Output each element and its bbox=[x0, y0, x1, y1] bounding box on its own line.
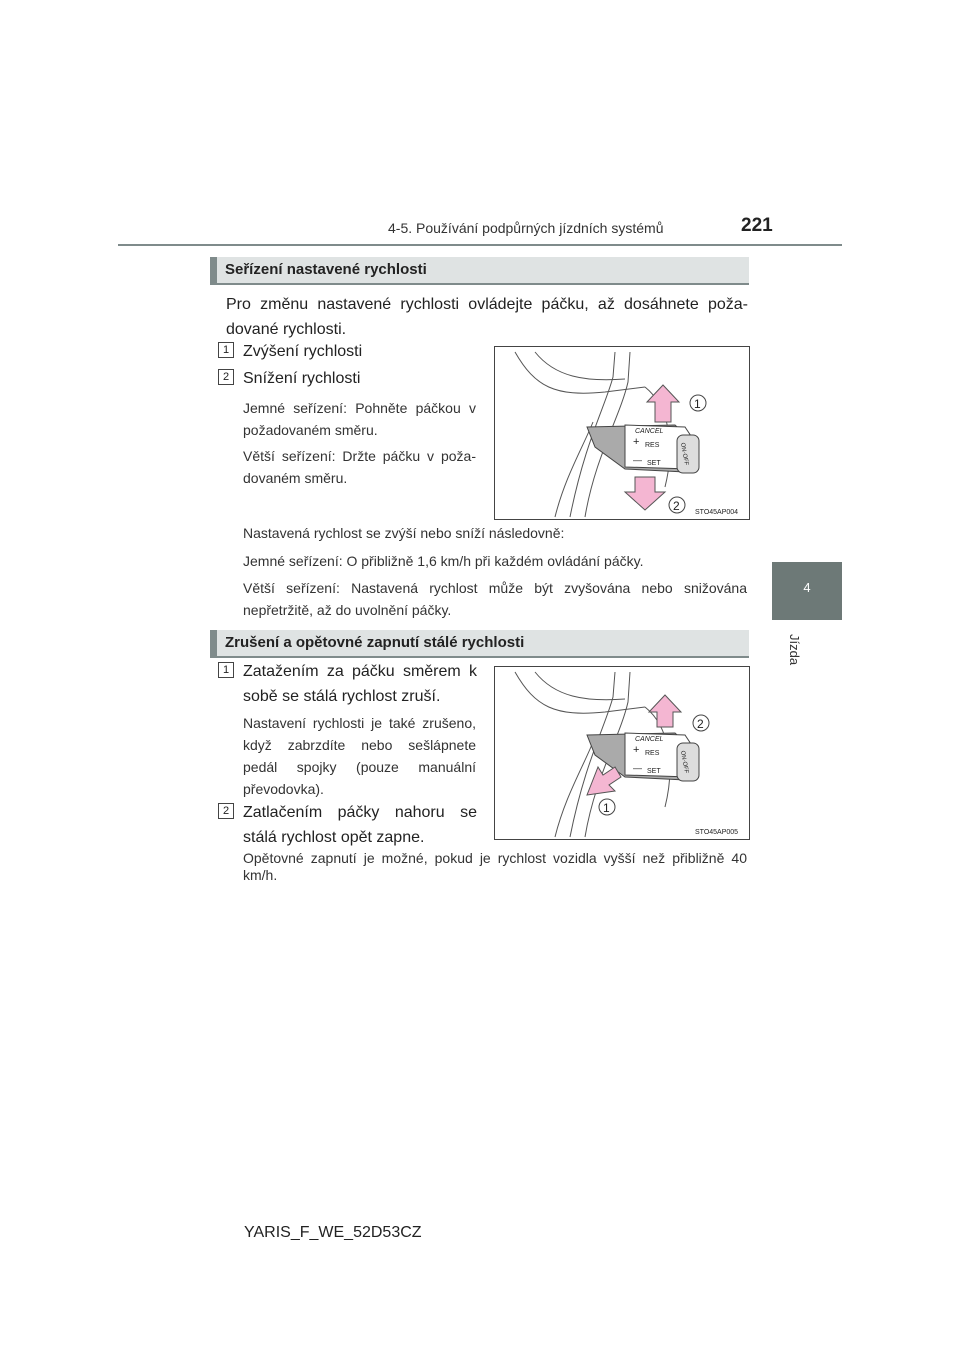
callout-2: 2 bbox=[697, 717, 704, 731]
note-cancel-brake: Nastavení rychlosti je také zrušeno, když zabrzdíte nebo sešlápnete pedál spojky (pouze manuální převodovka). bbox=[243, 715, 476, 797]
lever-cancel-label: CANCEL bbox=[635, 736, 664, 743]
lever-minus-label: — bbox=[633, 455, 642, 465]
callout-2: 2 bbox=[673, 499, 680, 513]
chapter-section-title: 4-5. Používání podpůrných jízdních systémů bbox=[388, 220, 664, 236]
item-decrease-speed: Snížení rychlosti bbox=[243, 370, 361, 387]
section-heading-bar bbox=[210, 257, 217, 285]
item-marker-1: 1 bbox=[218, 342, 234, 358]
lever-set-label: SET bbox=[647, 768, 661, 775]
lever-illustration bbox=[495, 347, 749, 519]
chapter-tab-title: Jízda bbox=[787, 634, 802, 666]
section1-intro: Pro změnu nastavené rychlosti ovládejte páčku, až dosáhnete požadované rychlosti. bbox=[226, 296, 748, 338]
lever-switch-label: ON·OFF bbox=[679, 442, 689, 466]
callout-1: 1 bbox=[603, 801, 610, 815]
chapter-tab-number: 4 bbox=[803, 580, 811, 595]
lever-switch-label: ON·OFF bbox=[679, 750, 689, 774]
arrow-pull-icon bbox=[587, 767, 621, 795]
header-rule bbox=[118, 244, 842, 246]
section-heading-text: Seřízení nastavené rychlosti bbox=[225, 261, 427, 278]
section-heading-cancel-resume bbox=[210, 630, 749, 658]
item-marker-2: 2 bbox=[218, 369, 234, 385]
lever-plus-label: + bbox=[633, 744, 640, 756]
figure-code: STO45AP005 bbox=[695, 829, 739, 836]
lever-res-label: RES bbox=[645, 442, 660, 449]
item-marker-1: 1 bbox=[218, 662, 234, 678]
lever-res-label: RES bbox=[645, 750, 660, 757]
after-text-1: Nastavená rychlost se zvýší nebo sníží následovně: bbox=[243, 525, 565, 541]
section-heading-bar bbox=[210, 630, 217, 658]
figure-code: STO45AP004 bbox=[695, 509, 739, 516]
lever-set-label: SET bbox=[647, 460, 661, 467]
document-code: YARIS_F_WE_52D53CZ bbox=[244, 1224, 422, 1241]
item-resume-cruise: Zatlačením páčky nahoru se stálá rychlost opět zapne. bbox=[243, 804, 477, 846]
item-marker-2: 2 bbox=[218, 803, 234, 819]
arrow-up-icon bbox=[649, 695, 681, 727]
section-heading-text: Zrušení a opětovné zapnutí stálé rychlosti bbox=[225, 634, 525, 651]
note-large-adjust: Větší seřízení: Držte páčku v požadovaném směru. bbox=[243, 448, 476, 486]
after-text-3: Větší seřízení: Nastavená rychlost může být zvyšována nebo snižována nepřetržitě, až do uvolnění páčky. bbox=[243, 580, 747, 618]
lever-plus-label: + bbox=[633, 436, 640, 448]
section-heading-adjust-speed bbox=[210, 257, 749, 285]
figure-lever-cancel bbox=[494, 666, 750, 840]
page-number: 221 bbox=[741, 215, 773, 236]
item-increase-speed: Zvýšení rychlosti bbox=[243, 343, 363, 360]
lever-illustration bbox=[495, 667, 749, 839]
callout-1: 1 bbox=[694, 397, 701, 411]
after-text-resume: Opětovné zapnutí je možné, pokud je rychlost vozidla vyšší než přibližně 40 km/h. bbox=[243, 850, 747, 883]
lever-minus-label: — bbox=[633, 763, 642, 773]
figure-lever-adjust bbox=[494, 346, 750, 520]
item-cancel-cruise: Zatažením za páčku směrem k sobě se stálá rychlost zruší. bbox=[243, 663, 477, 705]
after-text-2: Jemné seřízení: O přibližně 1,6 km/h při každém ovládání páčky. bbox=[243, 553, 644, 569]
note-fine-adjust: Jemné seřízení: Pohněte páčkou v požadovaném směru. bbox=[243, 400, 476, 438]
lever-cancel-label: CANCEL bbox=[635, 428, 664, 435]
arrow-up-icon bbox=[647, 385, 679, 422]
arrow-down-icon bbox=[625, 477, 665, 510]
